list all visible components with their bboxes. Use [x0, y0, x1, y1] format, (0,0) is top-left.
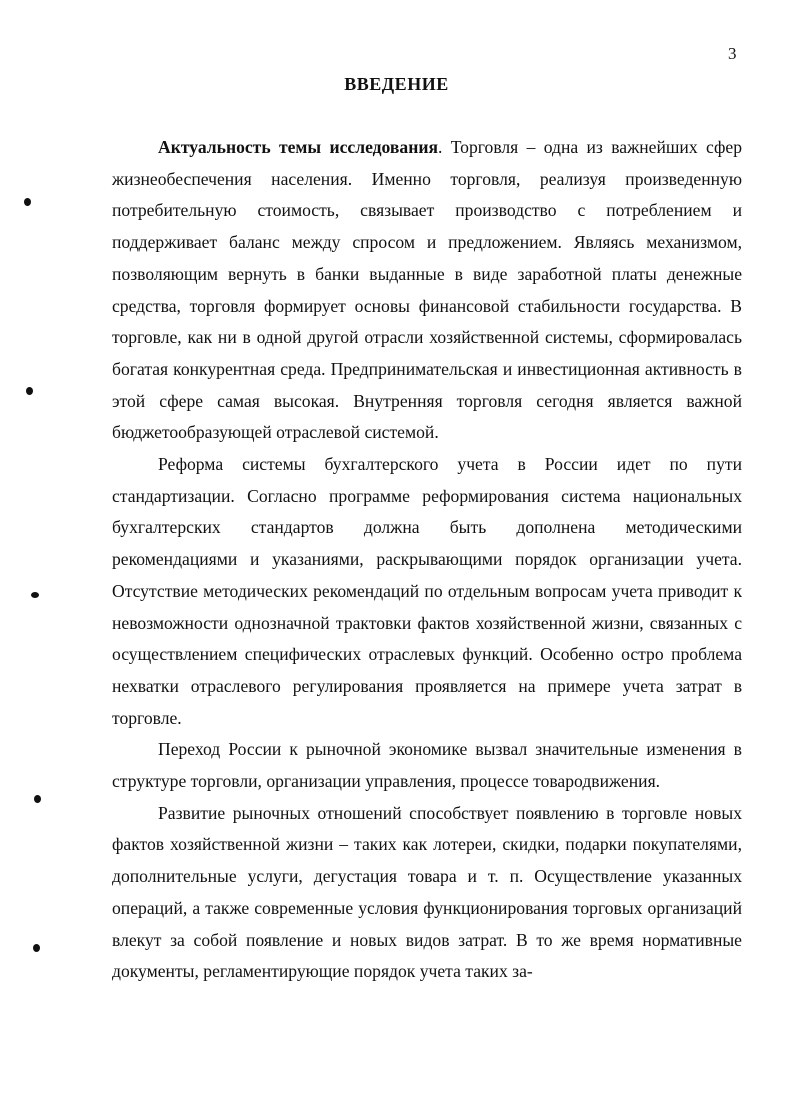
- lead-term: Актуальность темы исследования: [158, 137, 439, 157]
- paragraph-relevance: [112, 132, 742, 449]
- page-number: 3: [728, 44, 737, 63]
- binder-hole-mark: [26, 387, 33, 395]
- page-title: ВВЕДЕНИЕ: [344, 74, 449, 94]
- paragraph-market-development: Развитие рыночных отношений способствует появлению в торговле новых фактов хозяйственной жизни – таких как лотереи, скидки, подарки покупателями, дополнительные услуги, дегустация товара и т. п. Осуществление указанных операций, а также современные условия функционирования торговых организаций влекут за собой появление и новых видов затрат. В то же время нормативные документы, регламентирующие порядок учета таких за-: [112, 802, 742, 982]
- document-body: [112, 132, 742, 988]
- paragraph-transition: Переход России к рыночной экономике вызвал значительные изменения в структуре торговли, организации управления, процессе товародвижения.: [112, 739, 742, 792]
- paragraph-text: . Торговля – одна из важнейших сфер жизнеобеспечения населения. Именно торговля, реализуя произведенную потребительную стоимость, связывает производство с потреблением и поддерживает баланс между спросом и предложением. Являясь механизмом, позволяющим вернуть в банки выданные в виде заработной платы денежные средства, торговля формирует основы финансовой стабильности государства. В торговле, как ни в одной другой отрасли хозяйственной системы, сформировалась богатая конкурентная среда. Предпринимательская и инвестиционная активность в этой сфере самая высокая. Внутренняя торговля сегодня является важной бюджетообразующей отраслевой системой.: [112, 137, 742, 443]
- paragraph-reform: Реформа системы бухгалтерского учета в России идет по пути стандартизации. Согласно программе реформирования система национальных бухгалтерских стандартов должна быть дополнена методическими рекомендациями и указаниями, раскрывающими порядок организации учета. Отсутствие методических рекомендаций по отдельным вопросам учета приводит к невозможности однозначной трактовки фактов хозяйственной жизни, связанных с осуществлением специфических отраслевых функций. Особенно остро проблема нехватки отраслевого регулирования проявляется на примере учета затрат в торговле.: [112, 454, 742, 728]
- binder-hole-mark: [24, 198, 31, 206]
- binder-hole-mark: [31, 592, 39, 598]
- binder-hole-mark: [34, 795, 41, 803]
- binder-hole-mark: [33, 944, 40, 952]
